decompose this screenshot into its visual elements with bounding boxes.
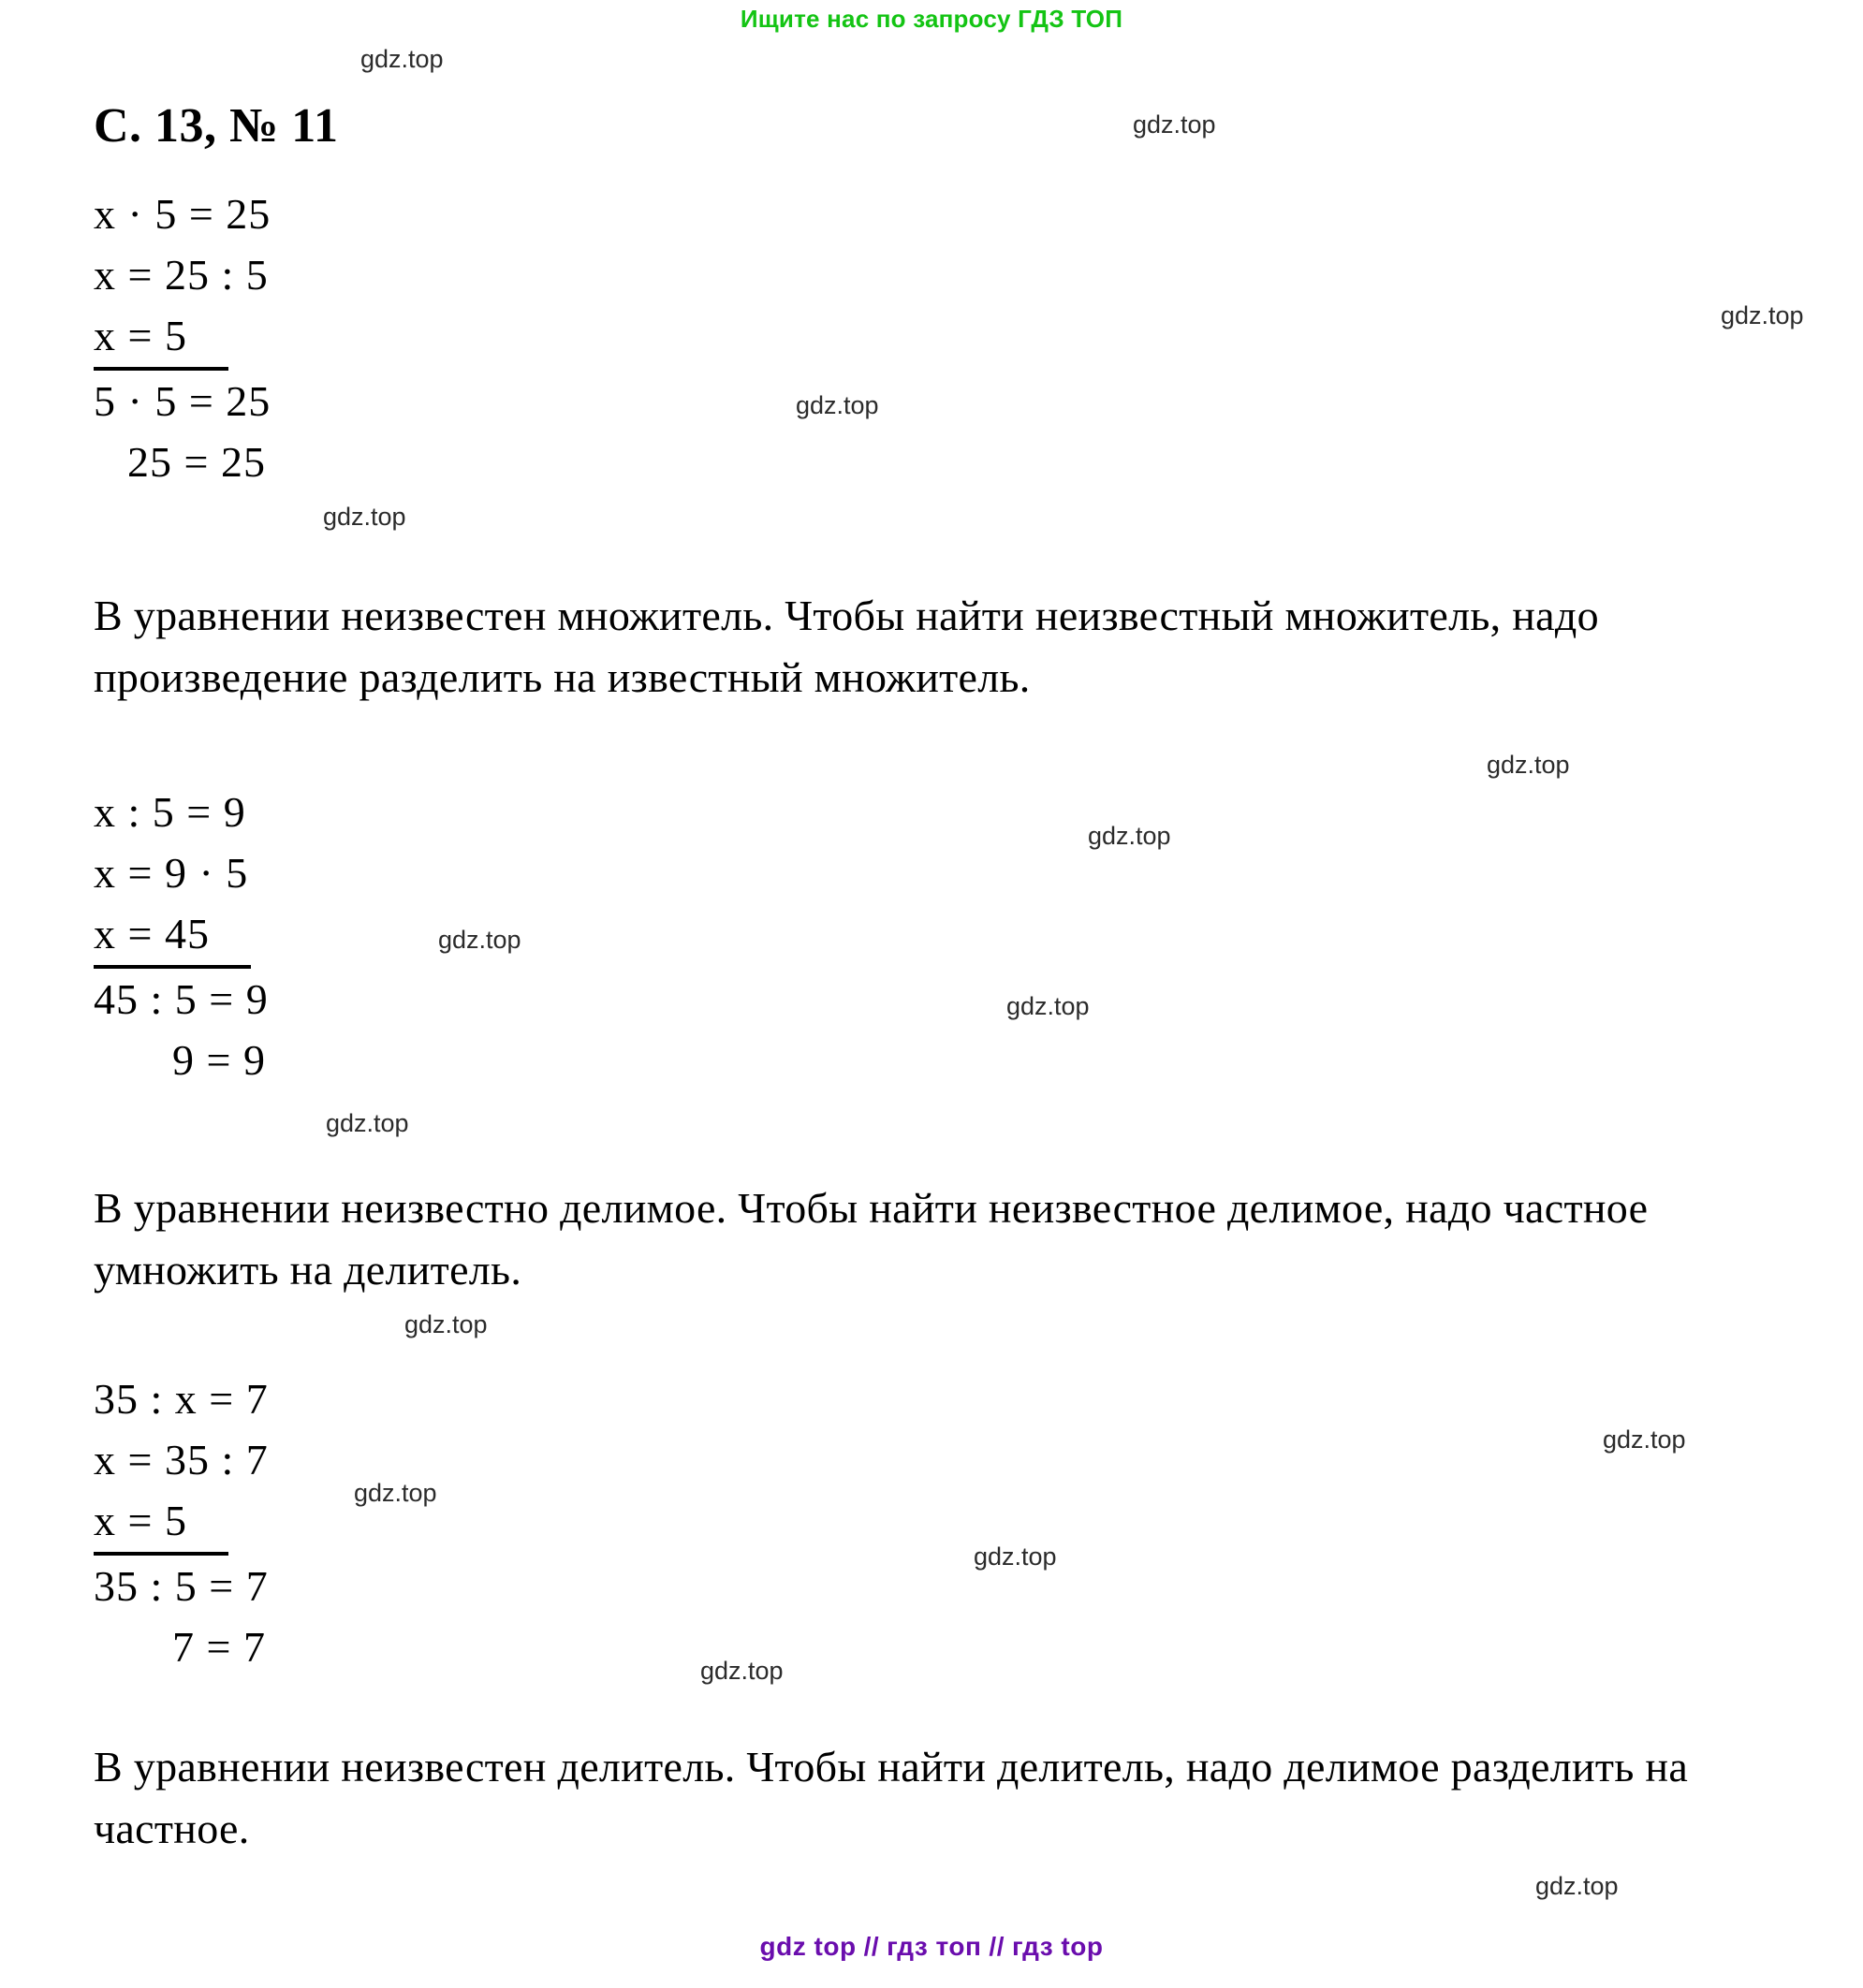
equation-block-3 (94, 1368, 269, 1677)
equation-block-2 (94, 782, 269, 1090)
watermark: gdz.top (700, 1657, 784, 1685)
equation-answer-row (94, 1490, 269, 1556)
equation-check-result: 9 = 9 (172, 1036, 266, 1084)
equation-line: x = 9 · 5 (94, 849, 249, 897)
equation-answer: x = 5 (94, 1490, 228, 1556)
equation-line: x : 5 = 9 (94, 788, 246, 836)
footer-link-2[interactable]: гдз топ (887, 1932, 982, 1961)
watermark: gdz.top (438, 926, 521, 954)
equation-block-1 (94, 183, 271, 492)
promo-banner: Ищите нас по запросу ГДЗ ТОП (740, 5, 1123, 33)
equation-answer-row (94, 305, 271, 371)
equation-line: x = 35 : 7 (94, 1436, 269, 1484)
footer-separator: // (989, 1932, 1005, 1961)
equation-line: x · 5 = 25 (94, 190, 271, 238)
watermark: gdz.top (796, 391, 879, 419)
watermark: gdz.top (974, 1542, 1057, 1571)
equation-check-line: 35 : 5 = 7 (94, 1562, 269, 1610)
watermark: gdz.top (1603, 1425, 1686, 1454)
watermark: gdz.top (1133, 110, 1216, 139)
rule-paragraph-1: В уравнении неизвестен множитель. Чтобы найти неизвестный множитель, надо произведение разделить на известный множитель. (94, 592, 1599, 701)
footer-link-3[interactable]: гдз top (1011, 1932, 1104, 1961)
watermark: gdz.top (1721, 301, 1804, 329)
footer-link-1[interactable]: gdz top (759, 1932, 857, 1961)
equation-line: x = 25 : 5 (94, 251, 269, 299)
watermark: gdz.top (1487, 751, 1570, 779)
equation-check-result: 25 = 25 (127, 438, 266, 486)
watermark: gdz.top (323, 503, 406, 531)
equation-answer: x = 5 (94, 305, 228, 371)
watermark: gdz.top (360, 45, 444, 73)
watermark: gdz.top (326, 1109, 409, 1137)
footer-separator: // (863, 1932, 880, 1961)
equation-check-line: 45 : 5 = 9 (94, 975, 269, 1023)
watermark: gdz.top (1088, 822, 1171, 850)
rule-paragraph-3: В уравнении неизвестен делитель. Чтобы найти делитель, надо делимое разделить на частное. (94, 1743, 1689, 1852)
watermark: gdz.top (354, 1479, 437, 1507)
equation-answer-row (94, 903, 269, 969)
rule-paragraph-2: В уравнении неизвестно делимое. Чтобы найти неизвестное делимое, надо частное умножить на делитель. (94, 1184, 1649, 1294)
equation-check-result: 7 = 7 (172, 1623, 266, 1671)
watermark: gdz.top (1006, 992, 1090, 1020)
watermark: gdz.top (404, 1310, 488, 1338)
equation-answer: x = 45 (94, 903, 251, 969)
watermark: gdz.top (1535, 1872, 1619, 1900)
equation-line: 35 : x = 7 (94, 1375, 269, 1423)
footer-links (0, 1932, 1863, 1962)
page-title: С. 13, № 11 (94, 99, 339, 153)
equation-check-line: 5 · 5 = 25 (94, 377, 271, 425)
